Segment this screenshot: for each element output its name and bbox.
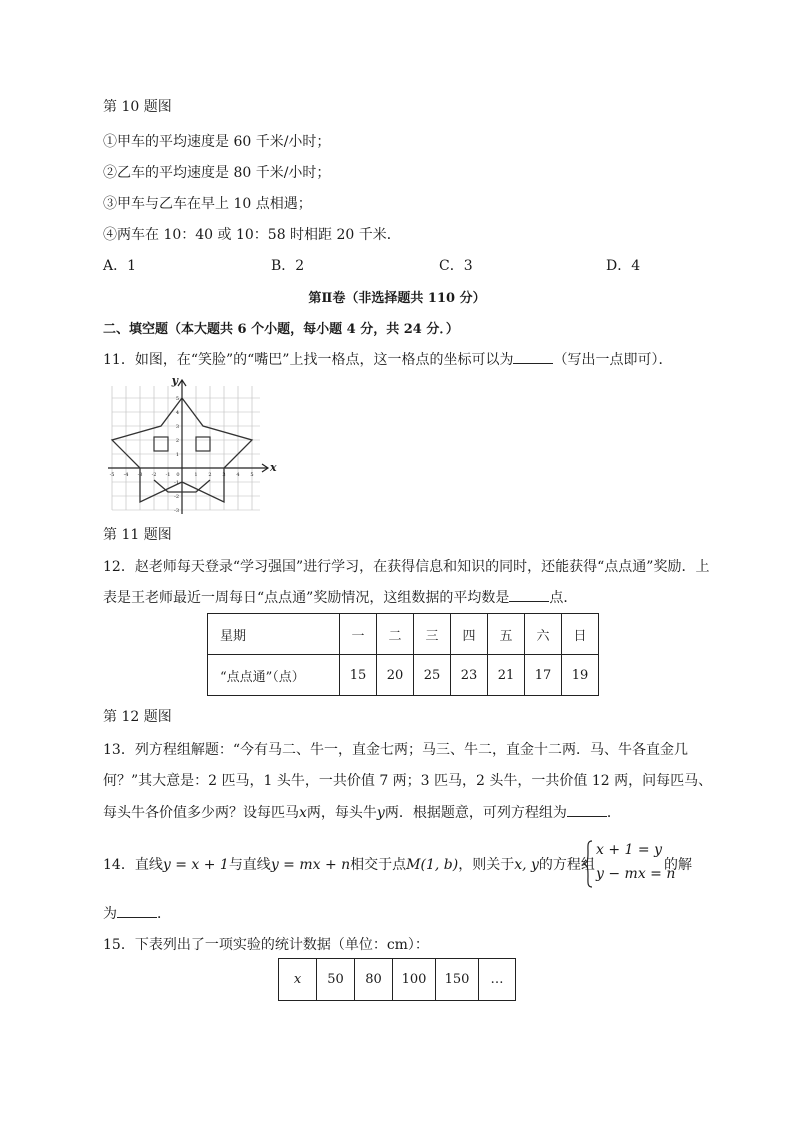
q14-end: 的解 [664,857,692,873]
svg-text:-2: -2 [174,494,179,500]
svg-text:3: 3 [175,424,179,430]
svg-text:1: 1 [194,472,198,478]
answer-blank[interactable] [509,601,549,602]
q14-line-2: 为 ． [103,906,171,922]
smiley-star-figure [108,374,278,514]
svg-text:1: 1 [175,452,179,458]
svg-text:2: 2 [208,472,212,478]
q11-caption: 第 11 题图 [103,527,172,543]
table-row: “点点通”（点） 15 20 25 23 21 17 19 [208,655,599,696]
q10-statement-1: ①甲车的平均速度是 60 千米/小时； [103,134,331,150]
svg-text:4: 4 [236,472,240,478]
svg-text:3: 3 [222,472,226,478]
q13-line-2: 何？”其大意是：2 匹马，1 头牛，一共价值 7 两；3 匹马，2 头牛，一共价值 12 两，问每匹马、 [103,773,713,789]
svg-text:5: 5 [250,472,254,478]
q10-statement-3: ③甲车与乙车在早上 10 点相遇； [103,196,312,212]
right-eye [196,437,210,451]
answer-blank[interactable] [117,917,157,918]
svg-text:2: 2 [175,438,179,444]
q10-option-a: A．1 [103,258,137,274]
q15-table [278,958,516,1001]
y-tick-labels [174,396,179,514]
q14-line-1: 14．直线y = x + 1与直线y = mx + n相交于点M(1, b)，则关于x, y的方程组 [103,857,595,873]
left-eye [154,437,168,451]
q10-statement-2: ②乙车的平均速度是 80 千米/小时； [103,165,331,181]
q13-line-3: 每头牛各价值多少两？设每匹马x两，每头牛y两．根据题意，可列方程组为 ． [103,805,621,821]
answer-blank[interactable] [513,363,553,364]
q10-option-d: D．4 [606,258,641,274]
q10-option-c: C．3 [439,258,473,274]
equation-system [583,840,676,888]
svg-text:-2: -2 [151,472,157,478]
q15-text: 15．下表列出了一项实验的统计数据（单位：cm）： [103,937,429,953]
svg-text:-1: -1 [165,472,171,478]
svg-text:0: 0 [176,472,180,478]
q10-statement-4: ④两车在 10：40 或 10：58 时相距 20 千米． [103,227,401,243]
svg-text:-1: -1 [174,480,179,486]
q13-line-1: 13．列方程组解题：“今有马二、牛一，直金七两；马三、牛二，直金十二两．马、牛各直金几 [103,742,688,758]
q12-table [207,613,599,696]
svg-text:-5: -5 [109,472,115,478]
table-row: 星期 一 二 三 四 五 六 日 [208,614,599,655]
q12-line-1: 12．赵老师每天登录“学习强国”进行学习，在获得信息和知识的同时，还能获得“点点通”奖励．上 [103,559,710,575]
part2-title: 第Ⅱ卷（非选择题共 110 分） [308,291,486,306]
section2-title: 二、填空题（本大题共 6 个小题，每小题 4 分，共 24 分．） [103,322,459,337]
y-axis-label: y [171,374,178,387]
svg-text:5: 5 [175,396,179,402]
table-row: x 50 80 100 150 … [279,959,516,1001]
q11-text: 11．如图，在“笑脸”的“嘴巴”上找一格点，这一格点的坐标可以为 （写出一点即可）． [103,352,673,368]
svg-text:4: 4 [175,410,179,416]
left-brace [583,840,593,888]
system-eq-1: x + 1 = y [596,842,662,858]
svg-text:-4: -4 [123,472,129,478]
answer-blank[interactable] [567,816,607,817]
svg-text:-3: -3 [137,472,143,478]
q12-caption: 第 12 题图 [103,709,172,725]
q12-line-2: 表是王老师最近一周每日“点点通”奖励情况，这组数据的平均数是 点． [103,590,578,606]
svg-text:-3: -3 [174,508,179,514]
x-axis-label: x [270,461,277,474]
q10-caption: 第 10 题图 [103,99,172,115]
system-eq-2: y − mx = n [596,866,676,882]
q10-option-b: B．2 [271,258,305,274]
